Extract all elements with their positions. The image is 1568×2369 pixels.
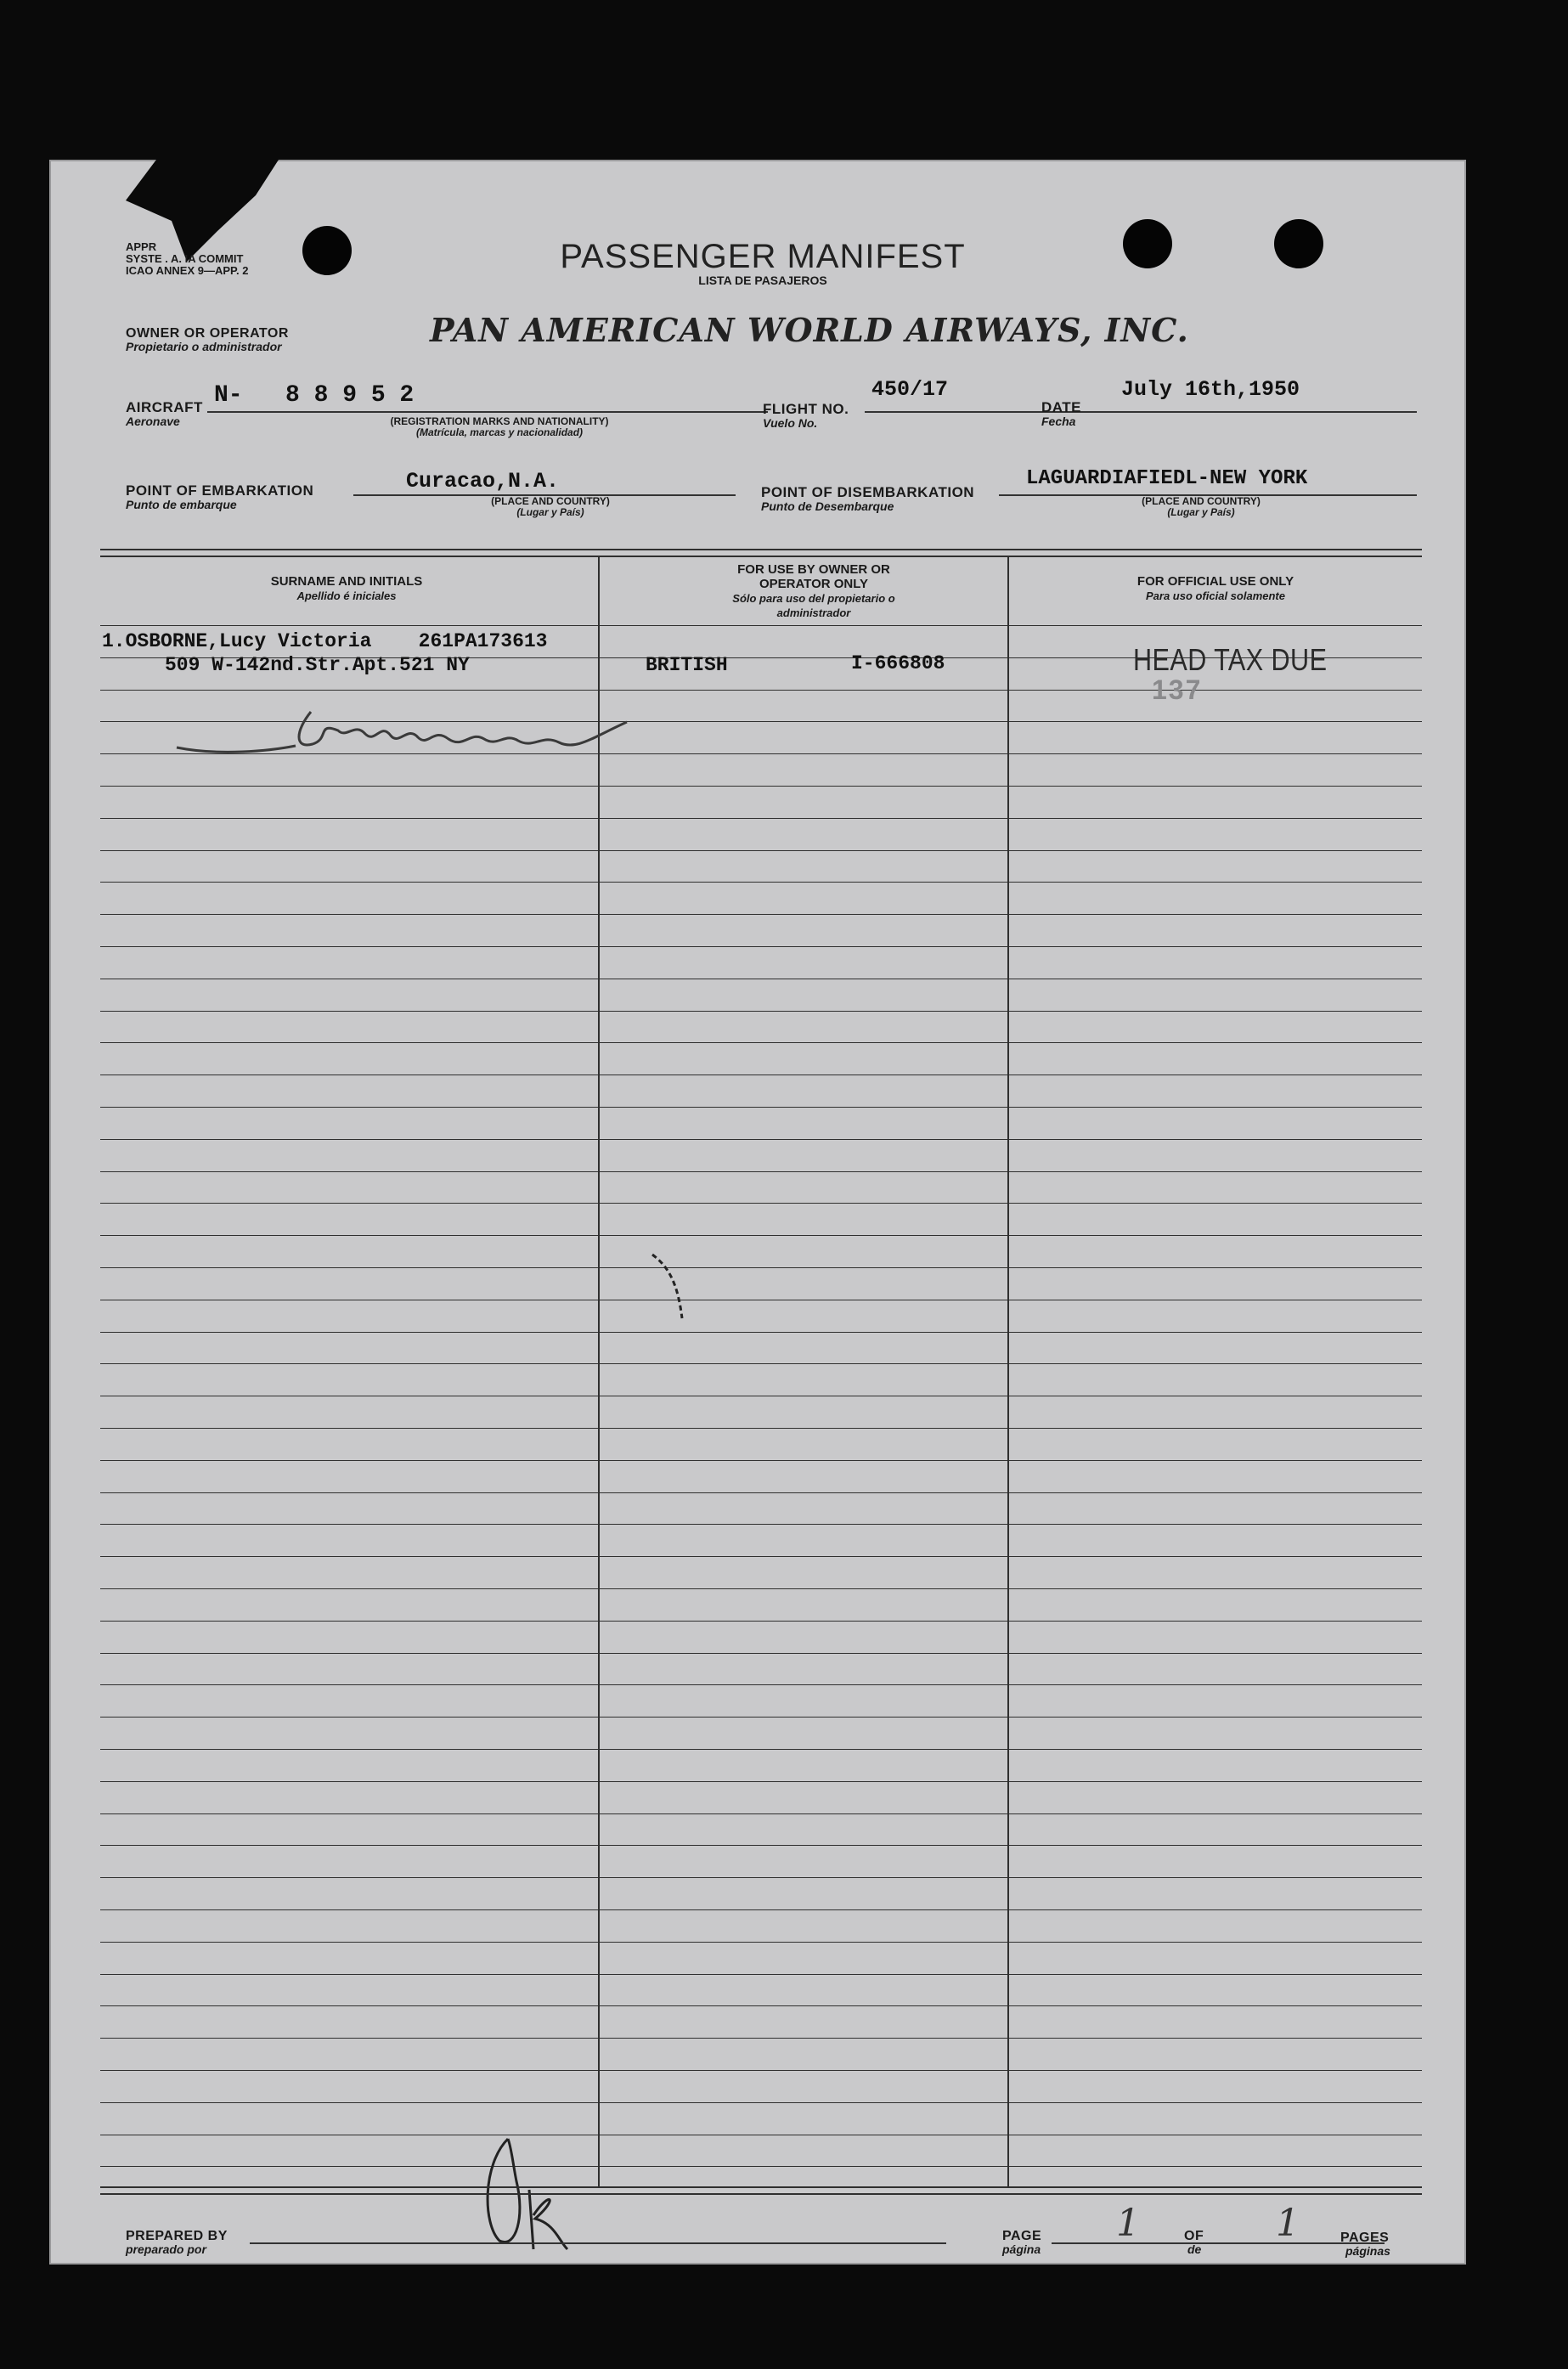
table-row-rule bbox=[100, 2070, 1422, 2071]
disembarkation-label: POINT OF DISEMBARKATION bbox=[761, 484, 975, 500]
table-row-rule bbox=[100, 1332, 1422, 1333]
table-row-rule bbox=[100, 1139, 1422, 1140]
col-head-owner-use-en: FOR USE BY OWNER OR OPERATOR ONLY bbox=[737, 562, 890, 591]
table-row-rule bbox=[100, 946, 1422, 947]
table-row-rule bbox=[100, 1781, 1422, 1782]
table-row-rule bbox=[100, 625, 1422, 626]
official-mark: 137 bbox=[1152, 674, 1203, 705]
table-top-rule-2 bbox=[100, 556, 1422, 557]
table-row-rule bbox=[100, 1203, 1422, 1204]
owner-label-es: Propietario o administrador bbox=[126, 340, 282, 353]
entry-number: I-666808 bbox=[851, 652, 945, 674]
manifest-sheet bbox=[49, 160, 1466, 2265]
table-row-rule bbox=[100, 882, 1422, 883]
table-row-rule bbox=[100, 1428, 1422, 1429]
table-row-rule bbox=[100, 2038, 1422, 2039]
col-head-official-use-en: FOR OFFICIAL USE ONLY bbox=[1137, 574, 1294, 589]
table-row-rule bbox=[100, 1363, 1422, 1364]
stray-mark-stroke bbox=[652, 1255, 682, 1318]
disembarkation-sub-es: (Lugar y País) bbox=[1167, 506, 1235, 518]
of-label: OF bbox=[1184, 2229, 1204, 2243]
table-row-rule bbox=[100, 1492, 1422, 1493]
col-head-surname bbox=[100, 574, 593, 603]
table-row-rule bbox=[100, 1267, 1422, 1268]
table-row-rule bbox=[100, 1749, 1422, 1750]
col-head-surname-en: SURNAME AND INITIALS bbox=[270, 574, 423, 589]
stray-mark bbox=[644, 1250, 695, 1327]
table-row-rule bbox=[100, 1845, 1422, 1846]
table-top-rule bbox=[100, 549, 1422, 550]
footer-rule-2 bbox=[100, 2193, 1422, 2195]
table-row-rule bbox=[100, 1460, 1422, 1461]
table-row-rule bbox=[100, 1524, 1422, 1525]
embarkation-sub-en: (PLACE AND COUNTRY) bbox=[491, 495, 610, 507]
table-row-rule bbox=[100, 1653, 1422, 1654]
embarkation-sub-es: (Lugar y País) bbox=[516, 506, 584, 518]
embarkation-label-es: Punto de embarque bbox=[126, 498, 237, 511]
aircraft-sub-en: (REGISTRATION MARKS AND NATIONALITY) bbox=[390, 415, 609, 427]
table-row-rule bbox=[100, 1042, 1422, 1043]
page-title-es: LISTA DE PASAJEROS bbox=[698, 274, 827, 287]
aircraft-value: N- 8 8 9 5 2 bbox=[214, 382, 415, 409]
punch-hole-right bbox=[1274, 219, 1323, 268]
embarkation-label: POINT OF EMBARKATION bbox=[126, 482, 314, 499]
prepared-label: PREPARED BY bbox=[126, 2229, 228, 2243]
flight-value: 450/17 bbox=[871, 377, 949, 402]
table-row-rule bbox=[100, 1588, 1422, 1589]
table-row-rule bbox=[100, 1107, 1422, 1108]
table-row-rule bbox=[100, 914, 1422, 915]
owner-label: OWNER OR OPERATOR bbox=[126, 326, 289, 341]
table-row-rule bbox=[100, 850, 1422, 851]
table-row-rule bbox=[100, 2166, 1422, 2167]
table-row-rule bbox=[100, 1877, 1422, 1878]
disembarkation-label-es: Punto de Desembarque bbox=[761, 499, 894, 513]
pages-label-es: páginas bbox=[1345, 2244, 1390, 2258]
page-label: PAGE bbox=[1002, 2229, 1042, 2243]
aircraft-sub-es: (Matrícula, marcas y nacionalidad) bbox=[415, 426, 584, 438]
aircraft-label: AIRCRAFT bbox=[126, 399, 203, 415]
of-label-es: de bbox=[1187, 2242, 1202, 2256]
aircraft-label-es: Aeronave bbox=[126, 415, 180, 428]
entry-line-2: 509 W-142nd.Str.Apt.521 NY bbox=[165, 654, 470, 676]
col-head-surname-es: Apellido é iniciales bbox=[296, 589, 397, 602]
disembarkation-value: LAGUARDIAFIEDL-NEW YORK bbox=[1026, 467, 1308, 490]
approval-line-2: SYSTE . A. IA COMMIT bbox=[126, 252, 244, 265]
page-label-es: página bbox=[1002, 2242, 1041, 2256]
approval-line-3: ICAO ANNEX 9—APP. 2 bbox=[126, 264, 249, 277]
embarkation-sub bbox=[457, 496, 644, 518]
col-head-official-use bbox=[1009, 574, 1422, 603]
aircraft-sub bbox=[338, 416, 661, 438]
prepared-label-es: preparado por bbox=[126, 2242, 206, 2256]
of-value: 1 bbox=[1276, 2202, 1300, 2245]
table-row-rule bbox=[100, 1717, 1422, 1718]
entry-line-1: 1.OSBORNE,Lucy Victoria 261PA173613 bbox=[102, 630, 548, 652]
col-head-owner-use bbox=[618, 562, 1009, 620]
table-row-rule bbox=[100, 690, 1422, 691]
signature bbox=[168, 697, 644, 773]
flight-label-es: Vuelo No. bbox=[763, 416, 818, 430]
pages-label: PAGES bbox=[1340, 2231, 1390, 2245]
entry-nationality: BRITISH bbox=[646, 654, 728, 676]
punch-hole-center bbox=[1123, 219, 1172, 268]
table-row-rule bbox=[100, 786, 1422, 787]
owner-value: PAN AMERICAN WORLD AIRWAYS, INC. bbox=[430, 311, 1189, 349]
flight-label: FLIGHT NO. bbox=[763, 401, 849, 417]
table-row-rule bbox=[100, 1556, 1422, 1557]
footer-rule bbox=[100, 2186, 1422, 2188]
table-row-rule bbox=[100, 2102, 1422, 2103]
table-row-rule bbox=[100, 1974, 1422, 1975]
signature-stroke bbox=[177, 712, 627, 752]
embarkation-value: Curacao,N.A. bbox=[406, 469, 560, 494]
table-row-rule bbox=[100, 1235, 1422, 1236]
official-stamp: HEAD TAX DUE bbox=[1133, 642, 1328, 677]
table-row-rule bbox=[100, 1171, 1422, 1172]
col-head-official-use-es: Para uso oficial solamente bbox=[1145, 589, 1285, 602]
disembarkation-sub bbox=[1108, 496, 1294, 518]
table-row-rule bbox=[100, 1011, 1422, 1012]
table-row-rule bbox=[100, 1621, 1422, 1622]
page-value: 1 bbox=[1116, 2202, 1140, 2245]
table-row-rule bbox=[100, 1813, 1422, 1814]
table-row-rule bbox=[100, 1909, 1422, 1910]
date-underline bbox=[1091, 411, 1417, 413]
table-row-rule bbox=[100, 1942, 1422, 1943]
approval-line-1: APPR bbox=[126, 240, 157, 253]
date-label: DATE bbox=[1041, 399, 1082, 415]
prepared-underline bbox=[250, 2242, 946, 2244]
aircraft-underline bbox=[207, 411, 768, 413]
table-row-rule bbox=[100, 818, 1422, 819]
page-title: PASSENGER MANIFEST bbox=[560, 238, 966, 275]
date-label-es: Fecha bbox=[1041, 415, 1076, 428]
col-head-owner-use-es: Sólo para uso del propietario o administrador bbox=[732, 592, 895, 619]
disembarkation-sub-en: (PLACE AND COUNTRY) bbox=[1142, 495, 1261, 507]
date-value: July 16th,1950 bbox=[1121, 377, 1300, 402]
table-row-rule bbox=[100, 2005, 1422, 2006]
table-row-rule bbox=[100, 1684, 1422, 1685]
approval-block bbox=[126, 241, 321, 277]
